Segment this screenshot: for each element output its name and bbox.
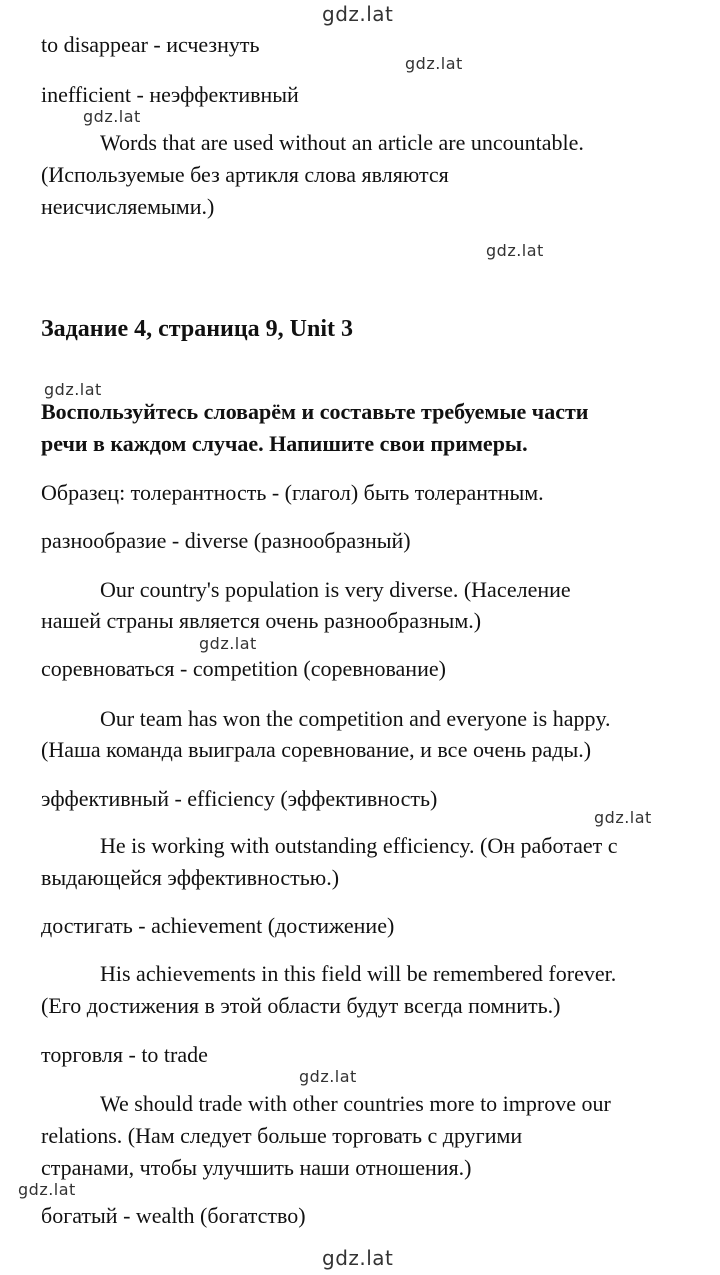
watermark: gdz.lat <box>486 241 544 260</box>
vocab-line: соревноваться - competition (соревнование) <box>41 656 446 681</box>
watermark: gdz.lat <box>322 1246 394 1270</box>
task-instruction: Воспользуйтесь словарём и составьте требуемые части <box>41 399 589 424</box>
watermark: gdz.lat <box>83 107 141 126</box>
example-line: His achievements in this field will be remembered forever. <box>100 961 617 986</box>
example-line: странами, чтобы улучшить наши отношения.) <box>41 1155 472 1180</box>
task-instruction: речи в каждом случае. Напишите свои примеры. <box>41 431 528 456</box>
example-line: (Наша команда выиграла соревнование, и все очень рады.) <box>41 737 592 762</box>
example-line: Our country's population is very diverse. (Население <box>100 577 571 602</box>
watermark: gdz.lat <box>299 1067 357 1086</box>
watermark: gdz.lat <box>322 2 394 26</box>
watermark: gdz.lat <box>199 634 257 653</box>
vocab-line: to disappear - исчезнуть <box>41 32 260 57</box>
vocab-line: торговля - to trade <box>41 1042 208 1067</box>
watermark: gdz.lat <box>18 1180 76 1199</box>
paragraph-line: Words that are used without an article are uncountable. <box>100 130 584 155</box>
example-line: выдающейся эффективностью.) <box>41 865 340 890</box>
example-line: relations. (Нам следует больше торговать с другими <box>41 1123 523 1148</box>
example-line: Our team has won the competition and everyone is happy. <box>100 706 611 731</box>
example-line: (Его достижения в этой области будут всегда помнить.) <box>41 993 561 1018</box>
example-line: нашей страны является очень разнообразным.) <box>41 608 482 633</box>
sample-line: Образец: толерантность - (глагол) быть толерантным. <box>41 480 544 505</box>
section-heading: Задание 4, страница 9, Unit 3 <box>41 316 354 342</box>
watermark: gdz.lat <box>405 54 463 73</box>
watermark: gdz.lat <box>594 808 652 827</box>
paragraph-line: неисчисляемыми.) <box>41 194 215 219</box>
vocab-line: богатый - wealth (богатство) <box>41 1203 306 1228</box>
example-line: We should trade with other countries more to improve our <box>100 1091 611 1116</box>
vocab-line: достигать - achievement (достижение) <box>41 913 395 938</box>
vocab-line: эффективный - efficiency (эффективность) <box>41 786 438 811</box>
vocab-line: разнообразие - diverse (разнообразный) <box>41 528 411 553</box>
vocab-line: inefficient - неэффективный <box>41 82 299 107</box>
paragraph-line: (Используемые без артикля слова являются <box>41 162 449 187</box>
example-line: He is working with outstanding efficiency. (Он работает с <box>100 833 618 858</box>
watermark: gdz.lat <box>44 380 102 399</box>
